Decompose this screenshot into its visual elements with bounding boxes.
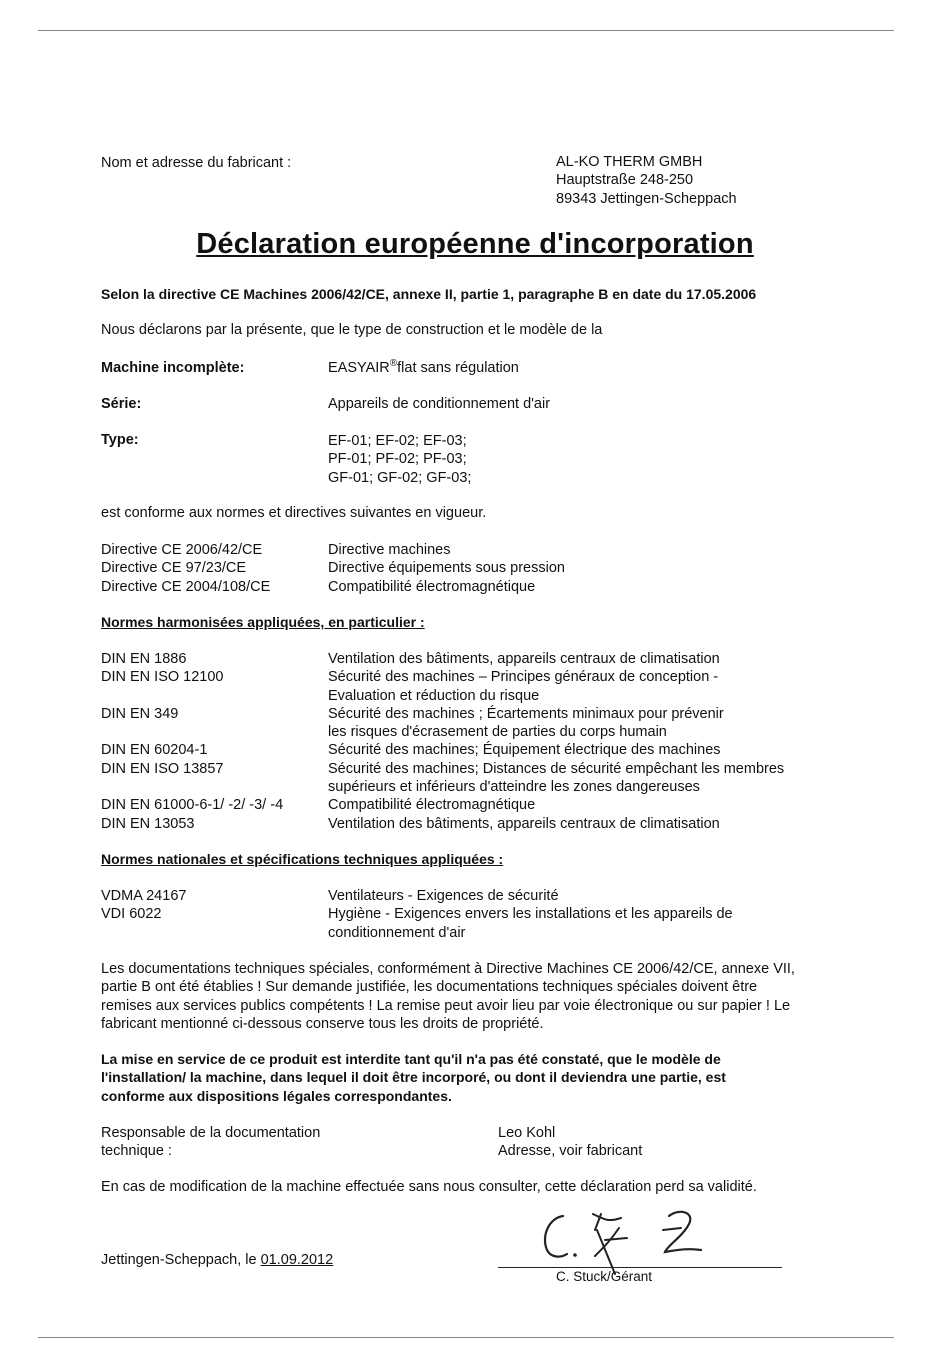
directive-desc: Compatibilité électromagnétique (328, 578, 536, 595)
directive-code: Directive CE 2004/108/CE (101, 578, 271, 595)
type-line: PF-01; PF-02; PF-03; (328, 451, 467, 468)
harmonised-descriptions (328, 650, 784, 833)
paragraph-line: fabricant mentionné ci-dessous conserve tous les droits de propriété. (101, 1015, 544, 1032)
standard-code: VDMA 24167 (101, 888, 187, 904)
standard-desc: Ventilateurs - Exigences de sécurité (328, 888, 559, 904)
responsible-address: Adresse, voir fabricant (498, 1143, 643, 1160)
standard-desc: les risques d'écrasement de parties du corps humain (328, 724, 667, 741)
conformity-text: est conforme aux normes et directives suivantes en vigueur. (101, 505, 487, 521)
standard-desc: Sécurité des machines; Équipement électrique des machines (328, 742, 721, 759)
national-descriptions (328, 887, 733, 942)
standard-desc: Compatibilité électromagnétique (328, 797, 536, 814)
bottom-rule (38, 1337, 894, 1338)
directive-code: Directive CE 97/23/CE (101, 560, 247, 577)
serie-value: Appareils de conditionnement d'air (328, 396, 551, 412)
paragraph-line: La mise en service de ce produit est interdite tant qu'il n'a pas été constaté, que le modèle de (101, 1051, 721, 1067)
responsible-label (101, 1124, 320, 1161)
standard-desc: Ventilation des bâtiments, appareils centraux de climatisation (328, 815, 720, 832)
type-label: Type: (101, 432, 139, 448)
machine-variant: flat sans régulation (397, 359, 519, 376)
standard-code: DIN EN 61000-6-1/ -2/ -3/ -4 (101, 797, 284, 814)
paragraph-line: remises aux services publics compétents ! La remise peut avoir lieu par voie électronique ou sur papier ! Le (101, 997, 791, 1014)
paragraph-line: conforme aux dispositions légales correspondantes. (101, 1087, 452, 1104)
machine-name: EASYAIR (328, 359, 390, 376)
standard-code: DIN EN 13053 (101, 815, 195, 832)
type-line: EF-01; EF-02; EF-03; (328, 433, 467, 449)
standard-desc: Hygiène - Exigences envers les installations et les appareils de (328, 906, 733, 923)
signature-line (498, 1267, 782, 1268)
standard-code: DIN EN 349 (101, 705, 179, 722)
serie-label: Série: (101, 396, 142, 412)
directives-codes (101, 541, 270, 596)
responsible-value (498, 1124, 642, 1161)
paragraph-line: Les documentations techniques spéciales, conformément à Directive Machines CE 2006/42/CE, annexe VII, (101, 961, 795, 977)
modification-note: En cas de modification de la machine effectuée sans nous consulter, cette déclaration perd sa validité. (101, 1179, 757, 1195)
date: 01.09.2012 (260, 1252, 334, 1268)
manufacturer-line: AL-KO THERM GMBH (556, 154, 703, 170)
directives-descriptions (328, 541, 565, 596)
standard-desc: Evaluation et réduction du risque (328, 687, 540, 704)
machine-label: Machine incomplète: (101, 360, 245, 376)
paragraph-line: partie B ont été établies ! Sur demande justifiée, les documentations techniques spéciales doivent être (101, 979, 758, 996)
paragraph-line: l'installation/ la machine, dans lequel il doit être incorporé, ou dont il deviendra une partie, est (101, 1069, 726, 1086)
standard-desc: Ventilation des bâtiments, appareils centraux de climatisation (328, 651, 720, 667)
directive-desc: Directive machines (328, 542, 451, 558)
manufacturer-label: Nom et adresse du fabricant : (101, 155, 292, 171)
responsible-label-line: technique : (101, 1143, 172, 1160)
standard-code: DIN EN 60204-1 (101, 742, 208, 759)
national-codes (101, 887, 186, 924)
directive-desc: Directive équipements sous pression (328, 560, 565, 577)
standard-code: DIN EN ISO 12100 (101, 669, 224, 686)
type-values (328, 432, 471, 487)
place-date (101, 1252, 339, 1268)
handwritten-signature (535, 1200, 745, 1280)
standard-desc: supérieurs et inférieurs d'atteindre les zones dangereuses (328, 779, 700, 796)
directive-line: Selon la directive CE Machines 2006/42/CE, annexe II, partie 1, paragraphe B en date du 17.05.2006 (101, 286, 757, 302)
standard-desc: Sécurité des machines – Principes généraux de conception - (328, 669, 719, 686)
standard-desc: Sécurité des machines ; Écartements minimaux pour prévenir (328, 705, 724, 722)
harmonised-codes (101, 650, 283, 833)
place: Jettingen-Scheppach, le (101, 1252, 261, 1268)
responsible-name: Leo Kohl (498, 1125, 556, 1141)
standard-desc: conditionnement d'air (328, 924, 466, 941)
page-title: Déclaration européenne d'incorporation (196, 228, 754, 260)
top-rule (38, 30, 894, 31)
standard-code: VDI 6022 (101, 906, 162, 923)
manufacturer-line: 89343 Jettingen-Scheppach (556, 190, 737, 207)
machine-value (328, 358, 519, 376)
registered-mark: ® (389, 358, 398, 369)
manufacturer-line: Hauptstraße 248-250 (556, 172, 694, 189)
standard-code: DIN EN ISO 13857 (101, 760, 224, 777)
standard-desc: Sécurité des machines; Distances de sécurité empêchant les membres (328, 760, 785, 777)
standard-code: DIN EN 1886 (101, 651, 187, 667)
intro-text: Nous déclarons par la présente, que le type de construction et le modèle de la (101, 322, 603, 338)
harmonised-heading: Normes harmonisées appliquées, en particulier : (101, 614, 425, 630)
responsible-label-line: Responsable de la documentation (101, 1125, 321, 1141)
type-line: GF-01; GF-02; GF-03; (328, 469, 472, 486)
manufacturer-address (556, 153, 737, 208)
national-heading: Normes nationales et spécifications techniques appliquées : (101, 851, 504, 867)
signatory: C. Stuck/Gérant (556, 1269, 653, 1284)
warning-paragraph (101, 1050, 726, 1105)
documentation-paragraph (101, 960, 795, 1033)
directive-code: Directive CE 2006/42/CE (101, 542, 263, 558)
